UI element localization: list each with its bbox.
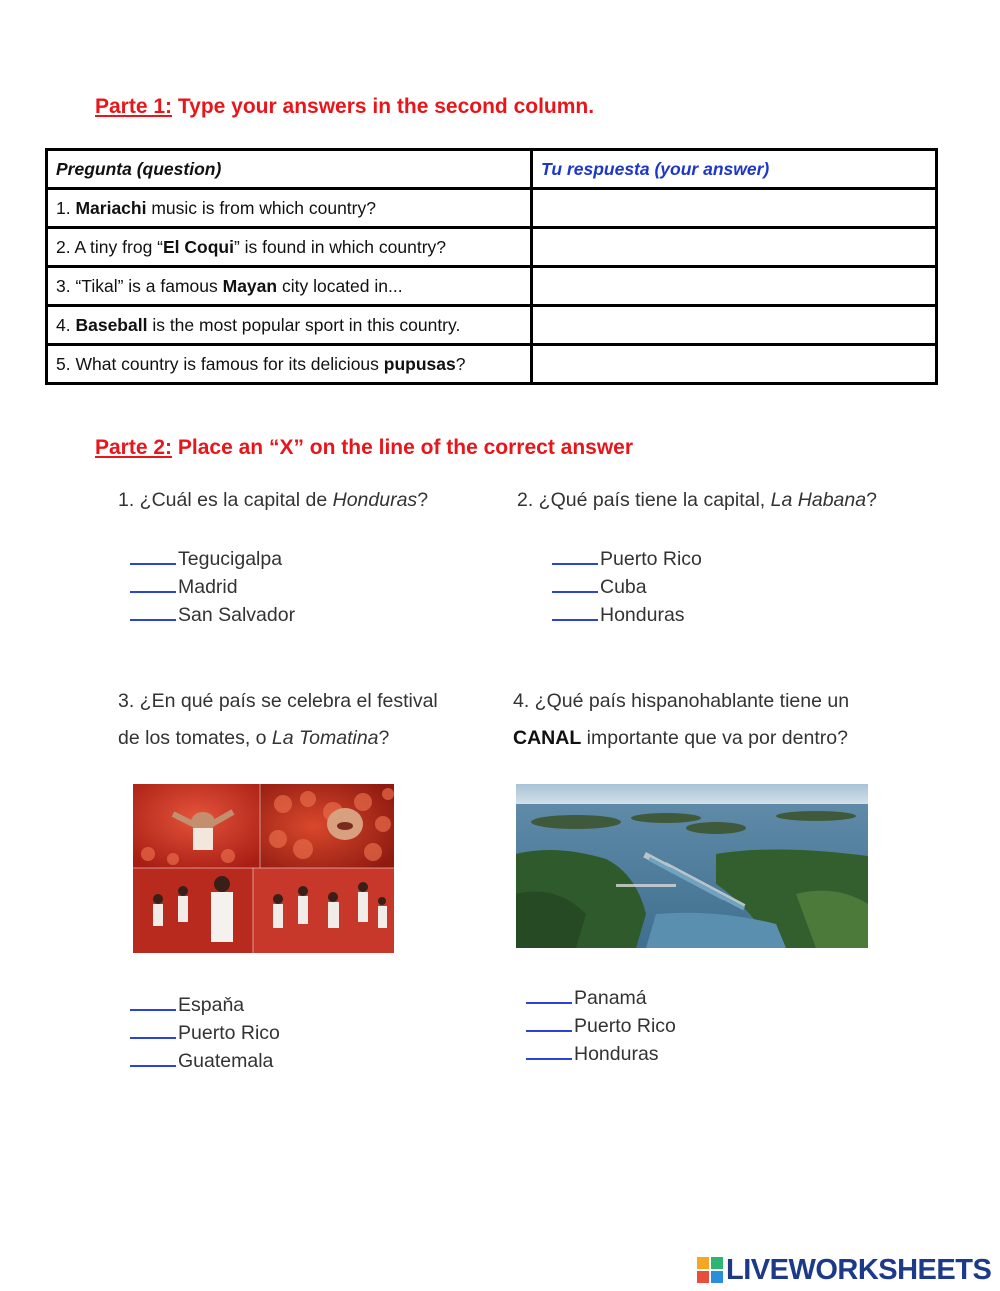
answer-input-1[interactable] xyxy=(541,193,931,223)
option-row xyxy=(526,1010,676,1038)
answer-blank[interactable] xyxy=(130,1017,176,1039)
question-text: city located in... xyxy=(277,275,403,296)
canal-aerial-image xyxy=(516,784,868,948)
question-1: 1. ¿Cuál es la capital de Honduras? xyxy=(118,489,429,511)
table-row xyxy=(47,189,937,228)
question-3-options xyxy=(130,989,280,1073)
table-row xyxy=(47,306,937,345)
answer-cell xyxy=(532,306,937,345)
question-text: is the most popular sport in this country. xyxy=(147,314,461,335)
option-label: Puerto Rico xyxy=(600,548,702,570)
parte2-instruction: Place an “X” on the line of the correct answer xyxy=(177,436,634,459)
option-row xyxy=(130,543,295,571)
answer-blank[interactable] xyxy=(130,543,176,565)
question-1-options xyxy=(130,543,295,627)
option-row xyxy=(526,982,676,1010)
parte1-instruction: Type your answers in the second column. xyxy=(177,95,595,118)
question-2-options xyxy=(552,543,702,627)
option-row xyxy=(130,989,280,1017)
tomatina-collage-image xyxy=(133,784,394,953)
question-cell xyxy=(47,306,532,345)
answer-blank[interactable] xyxy=(526,1010,572,1032)
option-row xyxy=(526,1038,676,1066)
answer-blank[interactable] xyxy=(130,599,176,621)
question-text: 3. “Tikal” is a famous xyxy=(56,275,223,296)
parte1-heading xyxy=(95,95,594,119)
question-table xyxy=(45,148,938,385)
question-keyword: Mayan xyxy=(222,275,278,296)
answer-blank[interactable] xyxy=(552,599,598,621)
option-label: Panamá xyxy=(574,987,647,1009)
answer-input-2[interactable] xyxy=(541,232,931,262)
option-label: San Salvador xyxy=(178,604,296,626)
question-keyword: pupusas xyxy=(383,353,456,374)
answer-blank[interactable] xyxy=(552,571,598,593)
question-text: 4. xyxy=(56,314,76,335)
table-row xyxy=(47,228,937,267)
question-text: music is from which country? xyxy=(146,197,376,218)
answer-cell xyxy=(532,228,937,267)
question-text: 5. What country is famous for its delicious xyxy=(56,353,384,374)
parte2-heading xyxy=(95,436,633,460)
panama-canal-photo xyxy=(516,784,868,948)
answer-cell xyxy=(532,189,937,228)
option-row xyxy=(130,571,295,599)
question-cell xyxy=(47,189,532,228)
question-keyword: Baseball xyxy=(75,314,148,335)
option-row xyxy=(130,1045,280,1073)
question-keyword: El Coqui xyxy=(163,236,234,257)
liveworksheets-icon xyxy=(697,1257,723,1283)
option-label: Guatemala xyxy=(178,1050,274,1072)
question-4: 4. ¿Qué país hispanohablante tiene un CANAL importante que va por dentro? xyxy=(513,690,850,749)
answer-cell xyxy=(532,345,937,384)
question-4-options xyxy=(526,982,676,1066)
column-header-question: Pregunta (question) xyxy=(47,150,532,189)
answer-blank[interactable] xyxy=(552,543,598,565)
option-label: Madrid xyxy=(178,576,238,598)
answer-blank[interactable] xyxy=(526,982,572,1004)
answer-blank[interactable] xyxy=(130,1045,176,1067)
option-row xyxy=(552,543,702,571)
answer-input-3[interactable] xyxy=(541,271,931,301)
option-label: Puerto Rico xyxy=(178,1022,280,1044)
parte2-label: Parte 2: xyxy=(95,436,173,459)
table-row xyxy=(47,345,937,384)
question-text: ” is found in which country? xyxy=(233,236,447,257)
answer-blank[interactable] xyxy=(130,571,176,593)
table-header-row xyxy=(47,150,937,189)
answer-blank[interactable] xyxy=(526,1038,572,1060)
answer-input-5[interactable] xyxy=(541,349,931,379)
question-cell xyxy=(47,267,532,306)
option-label: Tegucigalpa xyxy=(178,548,283,570)
question-text: ? xyxy=(455,353,466,374)
question-keyword: Mariachi xyxy=(75,197,147,218)
question-cell xyxy=(47,345,532,384)
option-label: Espaňa xyxy=(178,994,245,1016)
answer-input-4[interactable] xyxy=(541,310,931,340)
answer-blank[interactable] xyxy=(130,989,176,1011)
liveworksheets-logo xyxy=(697,1252,991,1288)
option-row xyxy=(552,571,702,599)
option-row xyxy=(552,599,702,627)
question-text: 2. A tiny frog “ xyxy=(56,236,163,257)
tomatina-photo xyxy=(133,784,394,953)
logo-text: LIVEWORKSHEETS xyxy=(726,1253,992,1286)
option-label: Puerto Rico xyxy=(574,1015,676,1037)
question-3: 3. ¿En qué país se celebra el festival de los tomates, o La Tomatina? xyxy=(118,690,438,749)
question-text: 1. xyxy=(56,197,76,218)
table-row xyxy=(47,267,937,306)
question-2: 2. ¿Qué país tiene la capital, La Habana? xyxy=(517,489,877,511)
option-row xyxy=(130,1017,280,1045)
option-row xyxy=(130,599,295,627)
option-label: Honduras xyxy=(574,1043,659,1065)
column-header-answer: Tu respuesta (your answer) xyxy=(532,150,937,189)
question-cell xyxy=(47,228,532,267)
option-label: Cuba xyxy=(600,576,647,598)
answer-cell xyxy=(532,267,937,306)
parte1-label: Parte 1: xyxy=(95,95,173,118)
option-label: Honduras xyxy=(600,604,685,626)
